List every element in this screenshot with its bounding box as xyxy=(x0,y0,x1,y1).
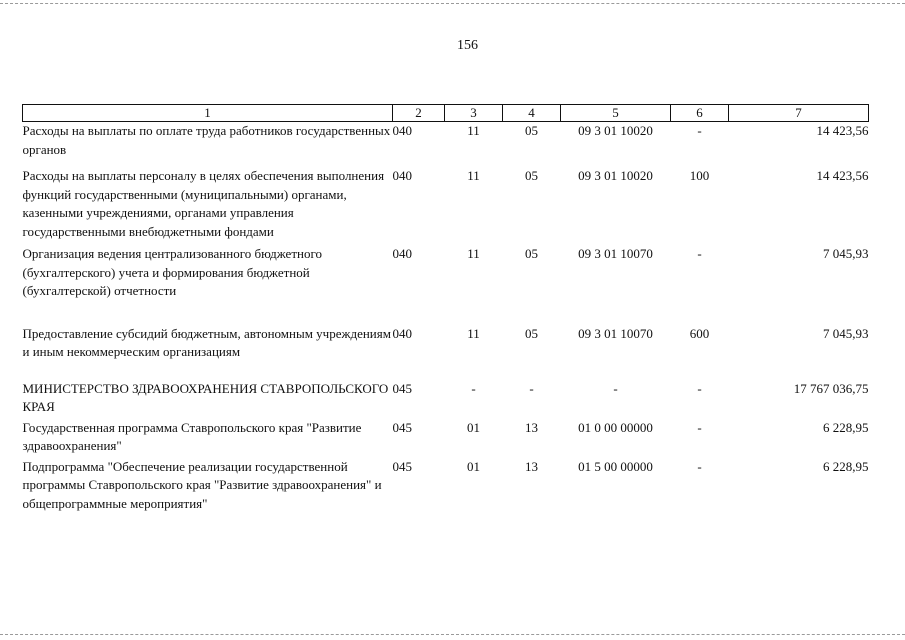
row-code-target: 09 3 01 10070 xyxy=(578,325,653,341)
row-code-ministry: 045 xyxy=(392,458,412,474)
row-name: Организация ведения централизованного бюджетного (бухгалтерского) учета и формирования бюджетной (бухгалтерской) отчетности xyxy=(22,246,322,298)
row-code-subsection: 05 xyxy=(525,325,538,341)
row-code-subsection: 05 xyxy=(525,246,538,261)
table-row xyxy=(23,245,869,301)
row-code-ministry: 040 xyxy=(392,246,412,261)
row-code-section: 11 xyxy=(467,325,480,341)
row-code-section: 11 xyxy=(467,246,480,261)
row-amount: 17 767 036,75 xyxy=(793,380,869,396)
row-name: Расходы на выплаты по оплате труда работников государственных органов xyxy=(22,123,391,157)
row-amount: 6 228,95 xyxy=(823,419,869,435)
row-code-section: 11 xyxy=(467,123,480,138)
row-code-ministry: 040 xyxy=(392,123,412,138)
row-amount: 14 423,56 xyxy=(816,123,869,138)
row-code-target: 01 5 00 00000 xyxy=(578,458,653,474)
row-amount: 6 228,95 xyxy=(823,458,869,474)
header-col-5: 5 xyxy=(561,105,671,122)
row-code-subsection: 05 xyxy=(525,168,538,183)
row-name: МИНИСТЕРСТВО ЗДРАВООХРАНЕНИЯ СТАВРОПОЛЬСКОГО КРАЯ xyxy=(22,380,389,414)
row-amount: 7 045,93 xyxy=(823,246,869,261)
row-amount: 7 045,93 xyxy=(823,325,869,341)
row-name: Государственная программа Ставропольского края "Развитие здравоохранения" xyxy=(22,419,362,453)
row-code-section: 01 xyxy=(467,458,480,474)
row-name: Расходы на выплаты персоналу в целях обеспечения выполнения функций государственными (муниципальными) органами, казенными учреждениями, органами управления государственными внебюджетными фондами xyxy=(22,168,385,239)
row-code-subsection: 13 xyxy=(525,458,538,474)
header-row xyxy=(23,105,869,122)
row-code-ministry: 040 xyxy=(392,168,412,183)
row-code-expense-type: - xyxy=(697,380,702,396)
table-row xyxy=(23,122,869,160)
scan-edge-bottom xyxy=(0,634,905,635)
table-row xyxy=(23,419,869,456)
row-code-section: - xyxy=(471,380,476,396)
row-code-target: 09 3 01 10070 xyxy=(578,246,653,261)
row-code-expense-type: - xyxy=(697,458,702,474)
header-col-2: 2 xyxy=(393,105,445,122)
row-code-subsection: 13 xyxy=(525,419,538,435)
row-code-ministry: 045 xyxy=(392,419,412,435)
scan-edge-top xyxy=(0,3,905,4)
header-col-4: 4 xyxy=(503,105,561,122)
row-code-expense-type: - xyxy=(697,123,702,138)
row-code-target: 01 0 00 00000 xyxy=(578,419,653,435)
row-name: Предоставление субсидий бюджетным, автономным учреждениям и иным некоммерческим организациям xyxy=(22,325,391,359)
row-code-expense-type: - xyxy=(697,246,702,261)
row-code-subsection: 05 xyxy=(525,123,538,138)
row-code-target: 09 3 01 10020 xyxy=(578,168,653,183)
table-row xyxy=(23,458,869,514)
table-row xyxy=(23,380,869,417)
header-col-7: 7 xyxy=(729,105,869,122)
row-code-target: - xyxy=(613,380,618,396)
row-amount: 14 423,56 xyxy=(816,168,869,183)
row-code-expense-type: 600 xyxy=(689,325,710,341)
budget-table xyxy=(22,104,869,513)
row-name: Подпрограмма "Обеспечение реализации государственной программы Ставропольского края "Развитие здравоохранения" и общепрограммные мероприятия" xyxy=(22,458,382,511)
header-col-1: 1 xyxy=(23,105,393,122)
table-row xyxy=(23,325,869,362)
header-col-6: 6 xyxy=(671,105,729,122)
row-code-target: 09 3 01 10020 xyxy=(578,123,653,138)
row-code-subsection: - xyxy=(529,380,534,396)
row-code-expense-type: 100 xyxy=(689,168,710,183)
page-number: 156 xyxy=(457,38,478,53)
table-row xyxy=(23,167,869,241)
row-code-expense-type: - xyxy=(697,419,702,435)
header-col-3: 3 xyxy=(445,105,503,122)
row-code-section: 01 xyxy=(467,419,480,435)
row-code-section: 11 xyxy=(467,168,480,183)
row-code-ministry: 045 xyxy=(392,380,412,396)
row-code-ministry: 040 xyxy=(392,325,412,341)
